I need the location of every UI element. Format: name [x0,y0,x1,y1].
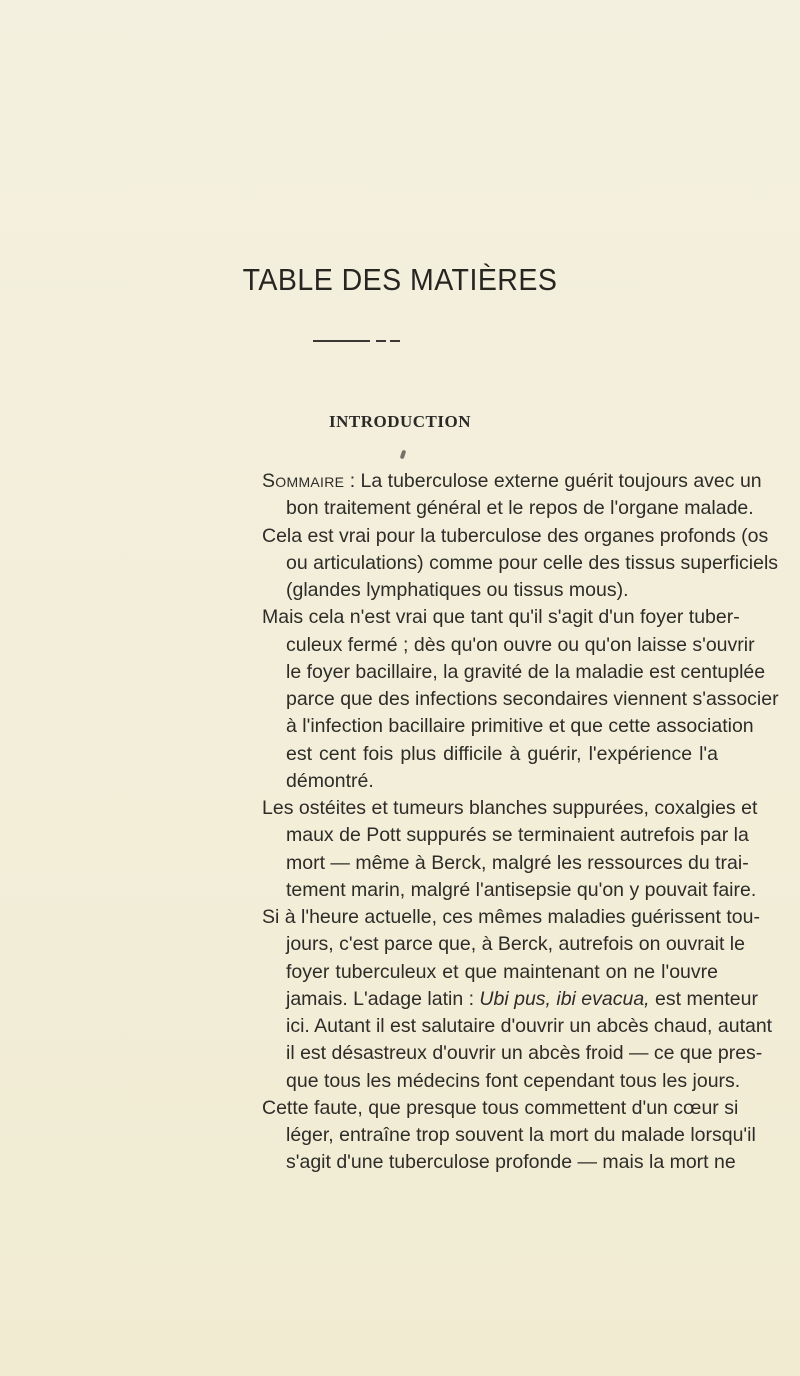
text-line [262,1095,739,1122]
text-line [286,659,766,686]
line-text: ici. Autant il est salutaire d'ouvrir un abcès chaud, autant [286,1015,773,1037]
line-text: Les ostéites et tumeurs blanches suppurées, coxalgies et [262,797,758,819]
line-text: Cette faute, que presque tous commettent d'un cœur si [262,1096,739,1119]
page-title: TABLE DES MATIÈRES [242,262,558,297]
text-line [262,795,758,822]
text-line [286,1149,736,1176]
line-text: bon traitement général et le repos de l'organe malade. [286,497,754,520]
line-text: que tous les médecins font cependant tous les jours. [286,1069,741,1092]
text-line [286,1122,756,1149]
latin-adage: Ubi pus, ibi evacua, [479,987,650,1010]
line-text: : La tuberculose externe guérit toujours avec un [344,470,762,492]
text-line [286,713,754,740]
line-text: maux de Pott suppurés se terminaient autrefois par la [286,824,749,847]
line-text: jamais. L'adage latin : [286,987,480,1010]
text-line [286,1068,741,1095]
sommaire-label: Sommaire [262,470,345,492]
line-text: démontré. [286,769,374,792]
line-text: mort — même à Berck, malgré les ressources du trai- [286,851,749,874]
text-line [286,822,749,849]
text-line [262,523,769,550]
line-text: il est désastreux d'ouvrir un abcès froid — ce que pres- [286,1042,763,1065]
text-line [262,904,760,931]
line-text: tement marin, malgré l'antisepsie qu'on y pouvait faire. [286,878,757,901]
line-text: à l'infection bacillaire primitive et que cette association [286,715,754,738]
text-line [286,850,749,877]
line-text: (glandes lymphatiques ou tissus mous). [286,579,629,601]
text-line [286,632,755,659]
text-line [286,1013,773,1040]
line-text: léger, entraîne trop souvent la mort du malade lorsqu'il [286,1124,756,1146]
text-line [286,577,718,604]
title-rule-dash-1 [376,340,386,342]
text-line [286,550,779,577]
line-text: culeux fermé ; dès qu'on ouvre ou qu'on laisse s'ouvrir [286,633,755,656]
text-line [262,468,762,495]
text-line [286,986,758,1013]
line-text: parce que des infections secondaires viennent s'associer [286,688,779,710]
text-line [286,768,718,795]
line-text: Cela est vrai pour la tuberculose des organes profonds (os [262,524,769,547]
line-text: ou articulations) comme pour celle des tissus superficiels [286,551,779,574]
text-line [262,604,740,631]
line-text: est menteur [649,987,758,1010]
ink-speck [400,450,407,460]
text-line [286,877,757,904]
text-line [286,686,779,713]
line-text: Si à l'heure actuelle, ces mêmes maladies guérissent tou- [262,906,760,928]
section-heading: INTRODUCTION [328,412,472,431]
line-text: le foyer bacillaire, la gravité de la maladie est centuplée [286,660,766,683]
title-rule-dash-2 [390,340,400,342]
text-line [286,959,718,986]
body-text [0,468,800,1177]
line-text: jours, c'est parce que, à Berck, autrefois on ouvrait le [286,933,745,956]
text-line [286,495,754,522]
line-text: foyer tuberculeux et que maintenant on ne l'ouvre [286,960,718,983]
line-text: s'agit d'une tuberculose profonde — mais la mort ne [286,1151,736,1174]
line-text: Mais cela n'est vrai que tant qu'il s'agit d'un foyer tuber- [262,606,740,629]
text-line [286,1040,763,1067]
text-line [286,931,745,958]
title-rule-long [313,340,370,342]
line-text: est cent fois plus difficile à guérir, l'expérience l'a [286,742,718,765]
text-line [286,741,718,768]
